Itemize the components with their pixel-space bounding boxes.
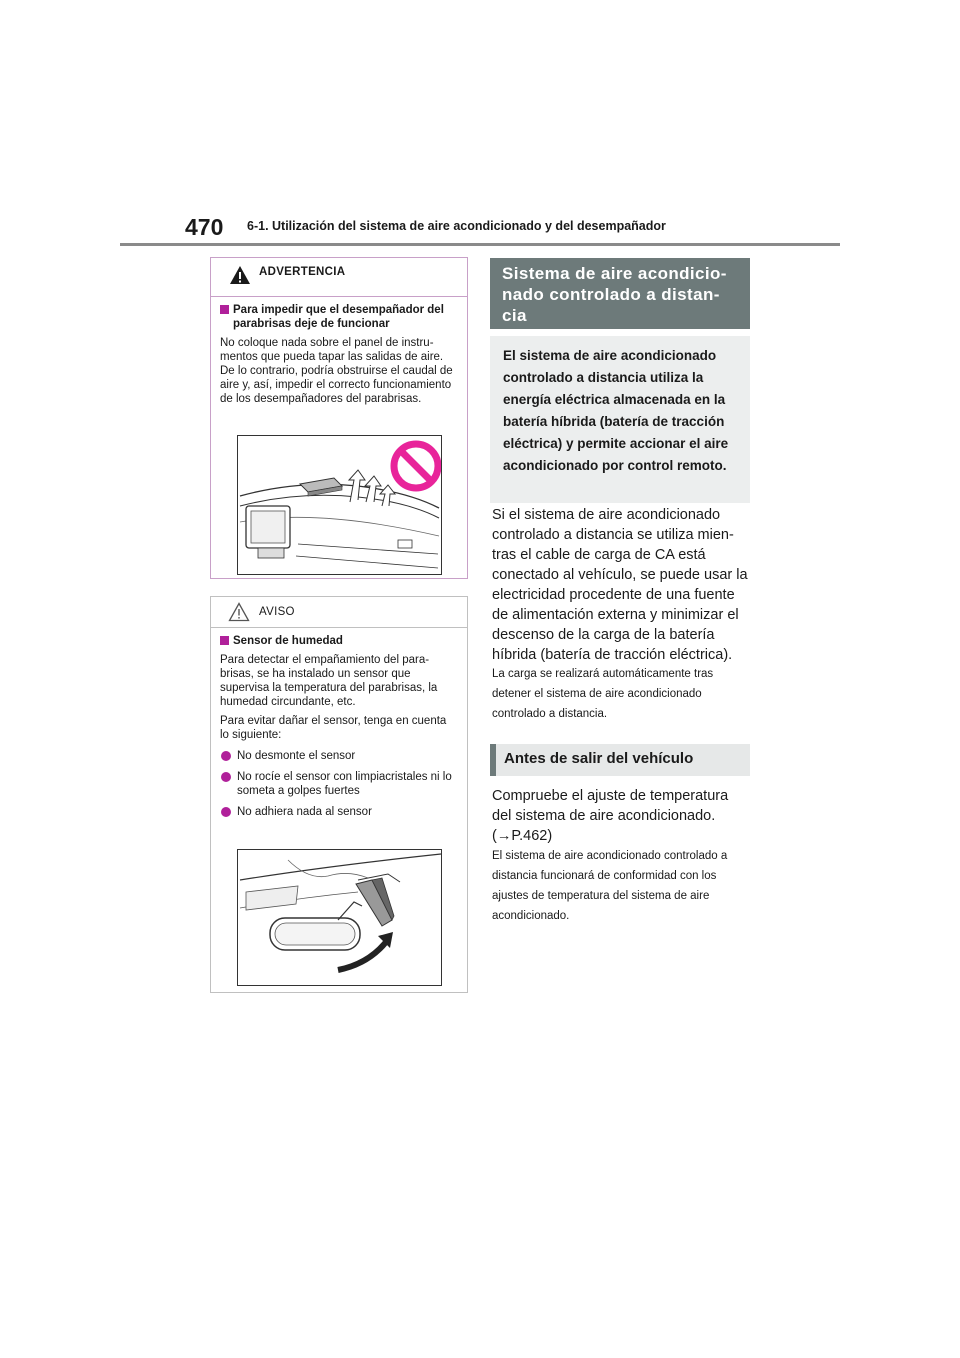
subsection-title: Antes de salir del vehículo: [490, 744, 750, 776]
notice-text-1: Para detectar el empañamiento del para-brisas, se ha instalado un sensor que supervisa la temperatura del parabrisas, la humedad circundante, etc.: [220, 654, 438, 708]
mirror-sensor-drawing: [238, 850, 441, 985]
notice-box: [210, 596, 468, 993]
remote-body-text: Si el sistema de aire acondicionado controlado a distancia se utiliza mien-tras el cable de carga de CA está conectado al vehículo, se puede usar la electricidad procedente de una fuente de alimentación externa y minimizar el descenso de la carga de la batería híbrida (batería de tracción eléctrica).: [492, 507, 748, 663]
notice-text-2: Para evitar dañar el sensor, tenga en cuenta lo siguiente:: [220, 715, 447, 741]
notice-bullet-2: No rocíe el sensor con limpiacristales ni lo someta a golpes fuertes: [220, 770, 458, 798]
warning-triangle-icon: [229, 265, 251, 285]
page-number: 470: [185, 214, 224, 240]
notice-bullet-1: No desmonte el sensor: [220, 749, 458, 763]
header-divider: [120, 243, 840, 246]
notice-bullet-3: No adhiera nada al sensor: [220, 805, 458, 819]
notice-heading: Sensor de humedad: [220, 634, 458, 648]
sensor-illustration: [237, 849, 442, 986]
prohibition-icon: [394, 444, 438, 488]
warning-heading: Para impedir que el desempañador del parabrisas deje de funcionar: [220, 303, 458, 331]
notice-header: [211, 597, 467, 628]
warning-text: No coloque nada sobre el panel de instru-mentos que pueda tapar las salidas de aire. De lo contrario, podría obstruirse el caudal de aire y, así, impedir el correcto funcionamiento de los desempañadores del parabrisas.: [220, 337, 453, 405]
notice-triangle-icon: [228, 602, 250, 622]
remote-note-text: La carga se realizará automáticamente tras detener el sistema de aire acondicionado controlado a distancia.: [492, 668, 714, 720]
section-intro: El sistema de aire acondicionado controlado a distancia utiliza la energía eléctrica almacenada en la batería híbrida (batería de tracción eléctrica) y permite accionar el aire acondicionado por control remoto.: [490, 336, 750, 503]
chapter-title: 6-1. Utilización del sistema de aire acondicionado y del desempañador: [247, 219, 666, 233]
before-leaving-body: Compruebe el ajuste de temperatura del sistema de aire acondicionado. (→P.462): [492, 788, 729, 844]
before-leaving-note: El sistema de aire acondicionado controlado a distancia funcionará de conformidad con los ajustes de temperatura del sistema de aire acondicionado.: [492, 850, 728, 922]
warning-box: [210, 257, 468, 579]
dashboard-illustration: [237, 435, 442, 575]
warning-label: ADVERTENCIA: [259, 266, 346, 278]
dashboard-drawing: [238, 436, 441, 574]
notice-label: AVISO: [259, 606, 295, 618]
section-title: Sistema de aire acondicio-nado controlado a distan-cia: [490, 258, 750, 329]
warning-header: [211, 258, 467, 297]
